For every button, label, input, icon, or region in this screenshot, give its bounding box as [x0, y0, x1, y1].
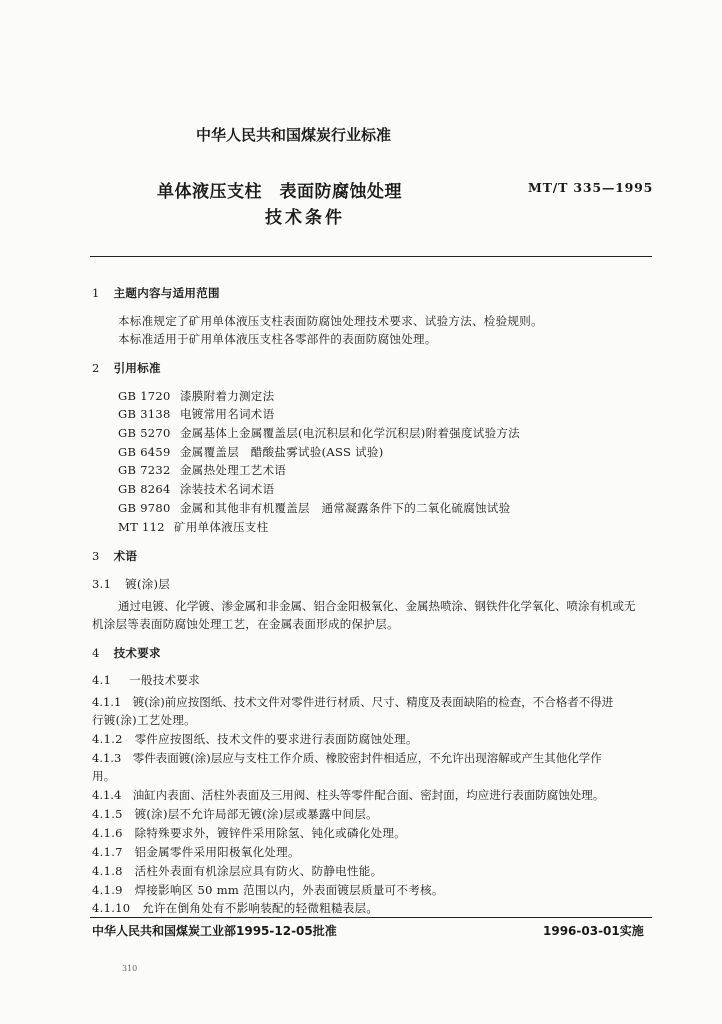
clause-item	[92, 750, 602, 766]
reference-code: MT 112	[118, 520, 165, 534]
subsection-4-1-heading	[92, 672, 200, 688]
section-title: 术语	[113, 549, 138, 563]
approval-line: 中华人民共和国煤炭工业部1995-12-05批准	[92, 924, 337, 938]
clause-text: 焊接影响区 50 mm 范围以内，外表面镀层质量可不考核。	[134, 883, 444, 897]
reference-item	[118, 406, 274, 422]
implementation-date: 1996-03-01实施	[543, 924, 644, 938]
subsection-number: 3.1	[92, 577, 112, 591]
reference-title: 金属和其他非有机覆盖层 通常凝露条件下的二氧化硫腐蚀试验	[180, 501, 511, 515]
clause-text: 油缸内表面、活柱外表面及三用阀、柱头等零件配合面、密封面，均应进行表面防腐蚀处理。	[132, 788, 605, 802]
clause-text: 镀(涂)前应按图纸、技术文件对零件进行材质、尺寸、精度及表面缺陷的检查，不合格者不得进	[132, 695, 614, 709]
section-title: 主题内容与适用范围	[113, 286, 220, 300]
section-number: 1	[92, 286, 100, 300]
reference-code: GB 3138	[118, 407, 171, 421]
document-title-line1: 单体液压支柱 表面防腐蚀处理	[157, 182, 402, 202]
section-1-paragraph-1: 本标准规定了矿用单体液压支柱表面防腐蚀处理技术要求、试验方法、检验规则。	[118, 314, 543, 328]
reference-code: GB 1720	[118, 389, 171, 403]
page-number: 310	[122, 964, 138, 973]
section-title: 引用标准	[113, 361, 161, 375]
clause-text: 镀(涂)层不允许局部无镀(涂)层或暴露中间层。	[134, 807, 378, 821]
subsection-title: 镀(涂)层	[125, 577, 171, 591]
subsection-number: 4.1	[92, 673, 112, 687]
reference-item	[118, 481, 274, 497]
clause-item	[92, 825, 406, 841]
reference-title: 金属覆盖层 醋酸盐雾试验(ASS 试验)	[180, 445, 384, 459]
reference-code: GB 6459	[118, 445, 171, 459]
header-divider	[90, 256, 652, 257]
clause-number: 4.1.6	[92, 826, 123, 840]
standard-number: MT/T 335—1995	[528, 180, 654, 195]
clause-item	[92, 694, 613, 710]
clause-number: 4.1.9	[92, 883, 123, 897]
clause-number: 4.1.2	[92, 732, 123, 746]
section-3-paragraph-line-2: 机涂层等表面防腐蚀处理工艺，在金属表面形成的保护层。	[92, 617, 399, 631]
clause-number: 4.1.5	[92, 807, 123, 821]
clause-item	[92, 731, 418, 747]
reference-code: GB 9780	[118, 501, 171, 515]
clause-number: 4.1.4	[92, 788, 122, 802]
clause-text: 允许在倒角处有不影响装配的轻微粗糙表层。	[142, 901, 379, 915]
clause-text: 零件应按图纸、技术文件的要求进行表面防腐蚀处理。	[134, 732, 418, 746]
reference-item	[118, 444, 384, 460]
clause-number: 4.1.8	[92, 864, 123, 878]
section-3-heading	[92, 548, 137, 564]
reference-title: 金属基体上金属覆盖层(电沉积层和化学沉积层)附着强度试验方法	[180, 426, 520, 440]
section-1-paragraph-2: 本标准适用于矿用单体液压支柱各零部件的表面防腐蚀处理。	[118, 332, 437, 346]
clause-item	[92, 806, 378, 822]
reference-code: GB 7232	[118, 463, 171, 477]
clause-number: 4.1.10	[92, 901, 131, 915]
section-3-paragraph-line-1: 通过电镀、化学镀、渗金属和非金属、铝合金阳极氧化、金属热喷涂、钢铁件化学氧化、喷涂有机或无	[118, 599, 636, 613]
reference-item	[118, 519, 268, 535]
clause-number: 4.1.7	[92, 845, 123, 859]
reference-title: 矿用单体液压支柱	[174, 520, 269, 534]
clause-item	[92, 900, 378, 916]
reference-item	[118, 425, 520, 441]
section-number: 3	[92, 549, 100, 563]
reference-title: 涂装技术名词术语	[180, 482, 275, 496]
clause-number: 4.1.3	[92, 751, 122, 765]
reference-code: GB 8264	[118, 482, 171, 496]
clause-continuation: 用。	[92, 769, 116, 783]
clause-item	[92, 844, 300, 860]
subsection-title: 一般技术要求	[129, 673, 200, 687]
reference-item	[118, 388, 274, 404]
footer-divider	[90, 917, 652, 918]
clause-item	[92, 787, 604, 803]
industry-standard-title: 中华人民共和国煤炭行业标准	[196, 126, 392, 144]
reference-code: GB 5270	[118, 426, 171, 440]
reference-title: 电镀常用名词术语	[180, 407, 275, 421]
section-number: 2	[92, 361, 100, 375]
section-2-heading	[92, 360, 161, 376]
section-1-heading	[92, 285, 220, 301]
clause-item	[92, 863, 382, 879]
reference-item	[118, 462, 286, 478]
section-4-heading	[92, 645, 161, 661]
clause-text: 铝金属零件采用阳极氧化处理。	[134, 845, 300, 859]
section-title: 技术要求	[113, 646, 161, 660]
document-title-line2: 技术条件	[265, 208, 345, 228]
clause-item	[92, 882, 444, 898]
reference-item	[118, 500, 510, 516]
clause-text: 除特殊要求外，镀锌件采用除氢、钝化或磷化处理。	[134, 826, 406, 840]
section-number: 4	[92, 646, 100, 660]
reference-title: 漆膜附着力测定法	[180, 389, 275, 403]
clause-text: 零件表面镀(涂)层应与支柱工作介质、橡胶密封件相适应，不允许出现溶解或产生其他化学作	[132, 751, 602, 765]
clause-continuation: 行镀(涂)工艺处理。	[92, 713, 196, 727]
clause-text: 活柱外表面有机涂层应具有防火、防静电性能。	[134, 864, 383, 878]
clause-number: 4.1.1	[92, 695, 122, 709]
subsection-3-1-heading	[92, 576, 170, 592]
reference-title: 金属热处理工艺术语	[180, 463, 287, 477]
